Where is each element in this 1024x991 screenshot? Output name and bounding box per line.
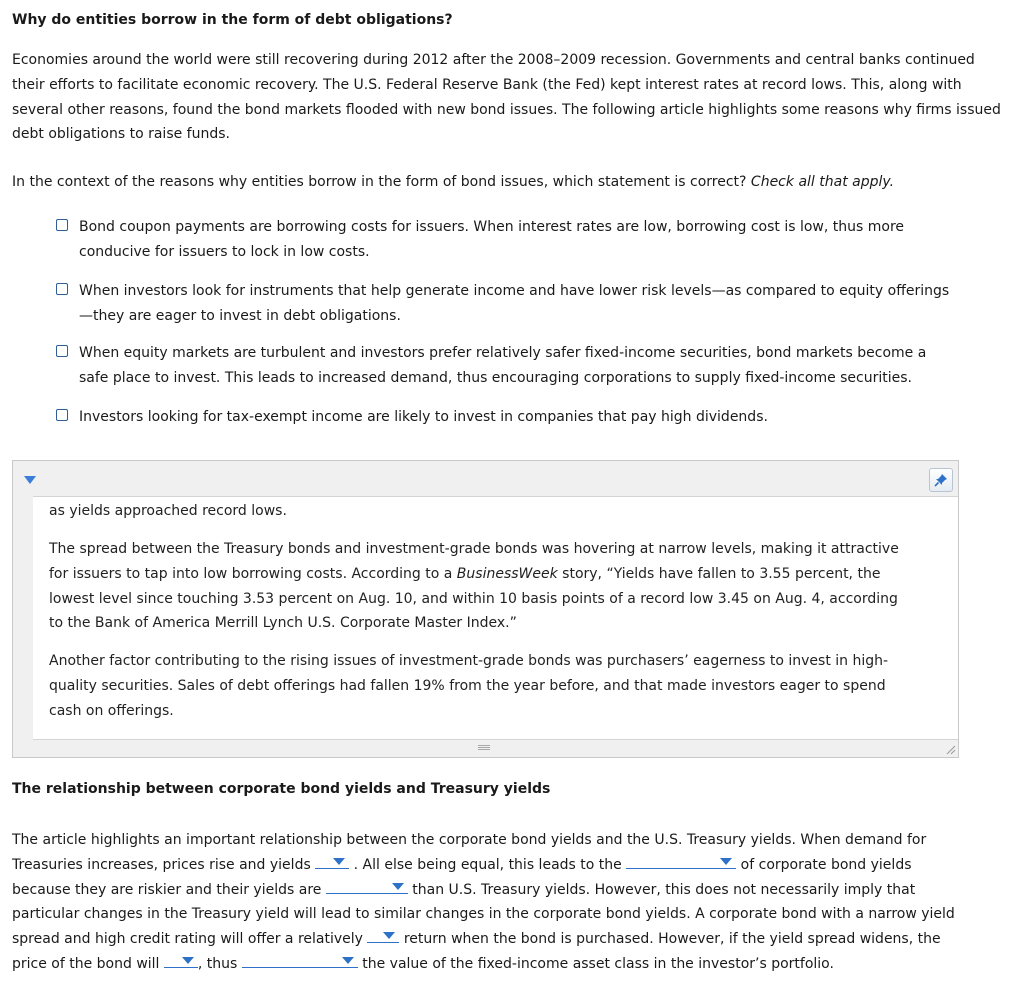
chevron-down-icon	[383, 932, 395, 939]
chevron-down-icon	[720, 858, 732, 865]
intro-paragraph: Economies around the world were still recovering during 2012 after the 2008–2009 recession. Governments and central banks continued their efforts to facilitate economic recovery. The U.S. Federal Reserve Bank (the Fed) kept interest rates at record lows. This, along with several other reasons, found the bond markets flooded with new bond issues. The following article highlights some reasons why firms issued debt obligations to raise funds.	[12, 52, 1001, 143]
yields-direction-dropdown[interactable]	[315, 853, 349, 869]
bond-price-dropdown[interactable]	[164, 952, 198, 968]
sentence-6: , thus	[197, 955, 238, 972]
sentence-3: of corporate bond yields because they are riskier and their yields are	[12, 856, 912, 898]
article-p2-text-a: The spread between the Treasury bonds and investment-grade bonds was hovering at narrow levels, making it attractive for issuers to tap into low borrowing costs. According to a	[49, 541, 899, 582]
section-title: The relationship between corporate bond yields and Treasury yields	[12, 781, 551, 797]
yield-comparison-dropdown[interactable]	[326, 878, 408, 894]
option-2-checkbox[interactable]	[56, 283, 68, 295]
article-paragraph-3: Another factor contributing to the rising issues of investment-grade bonds was purchasers’ eagerness to invest in high-quality securities. Sales of debt offerings had fallen 19% from the year before, and that made investors eager to spend cash on offerings.	[49, 653, 889, 719]
chevron-down-icon	[342, 957, 354, 964]
fill-in-paragraph	[12, 828, 972, 977]
option-3-checkbox[interactable]	[56, 345, 68, 357]
option-2-label: When investors look for instruments that help generate income and have lower risk levels—as compared to equity offerings—they are eager to invest in debt obligations.	[79, 283, 950, 324]
article-paragraph-1: as yields approached record lows.	[49, 503, 287, 519]
article-panel	[12, 460, 959, 758]
prompt-text: In the context of the reasons why entities borrow in the form of bond issues, which statement is correct?	[12, 174, 751, 190]
option-1-label: Bond coupon payments are borrowing costs for issuers. When interest rates are low, borrowing cost is low, thus more conducive for issuers to lock in low costs.	[79, 219, 905, 260]
option-4-label: Investors looking for tax-exempt income are likely to invest in companies that pay high dividends.	[79, 409, 768, 425]
chevron-down-icon	[182, 957, 194, 964]
article-paragraph-2	[49, 537, 909, 636]
article-source: BusinessWeek	[456, 565, 558, 582]
chevron-down-icon	[333, 858, 345, 865]
grip-lines-icon[interactable]	[478, 745, 490, 751]
sentence-5: return when the bond is purchased. However, if the yield spread widens, the price of the bond will	[12, 931, 941, 972]
sentence-2: . All else being equal, this leads to the	[353, 856, 622, 873]
triangle-down-icon[interactable]	[24, 476, 36, 484]
chevron-down-icon	[392, 883, 404, 890]
option-3[interactable]	[56, 342, 956, 392]
prompt-emphasis: Check all that apply.	[750, 174, 895, 190]
option-4-checkbox[interactable]	[56, 409, 68, 421]
option-3-label: When equity markets are turbulent and investors prefer relatively safer fixed-income securities, bond markets become a safe place to invest. This leads to increased demand, thus encouraging corporations to supply fixed-income securities.	[79, 345, 927, 386]
article-p2-text-b: story, “Yields have fallen to 3.55 percent, the lowest level since touching 3.53 percent on Aug. 10, and within 10 basis points of a record low 3.45 on Aug. 4, according to the Bank of America Merrill Lynch U.S. Corporate Master Index.”	[49, 565, 898, 632]
sentence-7: the value of the fixed-income asset class in the investor’s portfolio.	[362, 955, 834, 972]
return-level-dropdown[interactable]	[367, 927, 399, 943]
sentence-4: than U.S. Treasury yields. However, this does not necessarily imply that particular changes in the Treasury yield will lead to similar changes in the corporate bond yields. A corporate bond with a narrow yield spread and high credit rating will offer a relatively	[12, 881, 955, 948]
sentence-1: The article highlights an important relationship between the corporate bond yields and the U.S. Treasury yields. When demand for Treasuries increases, prices rise and yields	[12, 832, 927, 873]
corporate-yields-effect-dropdown[interactable]	[626, 853, 736, 869]
option-1-checkbox[interactable]	[56, 219, 68, 231]
option-2[interactable]	[56, 280, 956, 330]
resize-corner-icon[interactable]	[944, 743, 956, 755]
question-prompt	[12, 174, 894, 190]
option-1[interactable]	[56, 216, 956, 266]
portfolio-value-dropdown[interactable]	[242, 952, 358, 968]
pushpin-icon[interactable]	[929, 468, 953, 492]
option-4[interactable]	[56, 406, 956, 432]
question-title: Why do entities borrow in the form of debt obligations?	[12, 12, 453, 28]
article-scroll-area[interactable]	[33, 496, 958, 740]
